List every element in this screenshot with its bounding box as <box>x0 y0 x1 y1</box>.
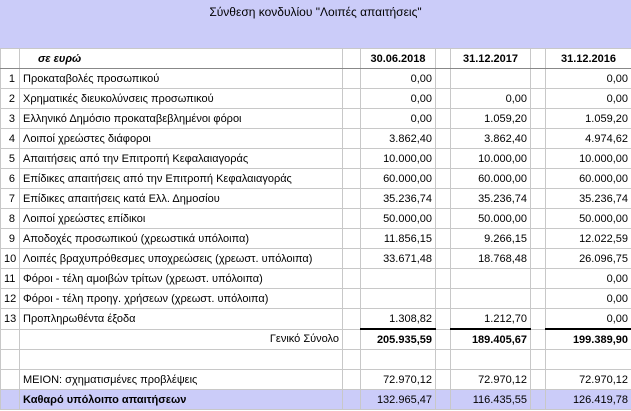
value-2018[interactable] <box>361 269 436 289</box>
row-index[interactable]: 12 <box>1 289 20 309</box>
table-row <box>1 89 631 109</box>
value-2017[interactable]: 9.266,15 <box>451 229 531 249</box>
value-2017[interactable]: 3.862,40 <box>451 129 531 149</box>
table-row <box>1 289 631 309</box>
value-2017[interactable]: 60.000,00 <box>451 169 531 189</box>
row-index[interactable]: 2 <box>1 89 20 109</box>
table-row <box>1 209 631 229</box>
provisions-2016[interactable]: 72.970,12 <box>546 370 631 390</box>
table-row <box>1 309 631 330</box>
row-index[interactable]: 10 <box>1 249 20 269</box>
value-2017[interactable]: 0,00 <box>451 89 531 109</box>
value-2016[interactable]: 0,00 <box>546 309 631 330</box>
total-row <box>1 329 631 350</box>
table-row <box>1 149 631 169</box>
row-index[interactable]: 1 <box>1 69 20 89</box>
row-label[interactable]: Ελληνικό Δημόσιο προκαταβεβλημένοι φόροι <box>20 109 343 129</box>
col-header-2018[interactable]: 30.06.2018 <box>361 49 436 69</box>
value-2018[interactable]: 33.671,48 <box>361 249 436 269</box>
col-header-2017[interactable]: 31.12.2017 <box>451 49 531 69</box>
value-2016[interactable]: 12.022,59 <box>546 229 631 249</box>
sheet-title: Σύνθεση κονδυλίου "Λοιπές απαιτήσεις" <box>209 5 422 19</box>
row-index[interactable]: 9 <box>1 229 20 249</box>
value-2018[interactable]: 1.308,82 <box>361 309 436 330</box>
row-label[interactable]: Αποδοχές προσωπικού (χρεωστικά υπόλοιπα) <box>20 229 343 249</box>
provisions-row <box>1 370 631 390</box>
value-2018[interactable]: 50.000,00 <box>361 209 436 229</box>
currency-label[interactable]: σε ευρώ <box>20 49 343 69</box>
total-label[interactable]: Γενικό Σύνολο <box>20 329 343 350</box>
value-2018[interactable]: 0,00 <box>361 89 436 109</box>
value-2017[interactable] <box>451 69 531 89</box>
row-index[interactable]: 8 <box>1 209 20 229</box>
row-label[interactable]: Χρηματικές διευκολύνσεις προσωπικού <box>20 89 343 109</box>
table-row <box>1 249 631 269</box>
value-2018[interactable]: 0,00 <box>361 109 436 129</box>
value-2018[interactable]: 60.000,00 <box>361 169 436 189</box>
row-label[interactable]: Φόροι - τέλη προηγ. χρήσεων (χρεωστ. υπόλοιπα) <box>20 289 343 309</box>
value-2018[interactable]: 10.000,00 <box>361 149 436 169</box>
row-label[interactable]: Επίδικες απαιτήσεις από την Επιτροπή Κεφαλαιαγοράς <box>20 169 343 189</box>
provisions-2017[interactable]: 72.970,12 <box>451 370 531 390</box>
blank-row <box>1 350 631 370</box>
table-row <box>1 129 631 149</box>
row-index[interactable]: 7 <box>1 189 20 209</box>
value-2016[interactable]: 26.096,75 <box>546 249 631 269</box>
value-2016[interactable]: 10.000,00 <box>546 149 631 169</box>
table-row <box>1 169 631 189</box>
row-label[interactable]: Λοιποί χρεώστες επίδικοι <box>20 209 343 229</box>
value-2018[interactable]: 0,00 <box>361 69 436 89</box>
net-row <box>1 390 631 410</box>
title-band <box>0 0 631 49</box>
row-label[interactable]: Λοιπές βραχυπρόθεσμες υποχρεώσεις (χρεωστ. υπόλοιπα) <box>20 249 343 269</box>
net-2018[interactable]: 132.965,47 <box>361 390 436 410</box>
row-index[interactable]: 5 <box>1 149 20 169</box>
value-2017[interactable] <box>451 289 531 309</box>
row-label[interactable]: Προπληρωθέντα έξοδα <box>20 309 343 330</box>
row-label[interactable]: Απαιτήσεις από την Επιτροπή Κεφαλαιαγοράς <box>20 149 343 169</box>
value-2016[interactable]: 0,00 <box>546 289 631 309</box>
total-2018[interactable]: 205.935,59 <box>361 329 436 350</box>
total-2017[interactable]: 189.405,67 <box>451 329 531 350</box>
table-row <box>1 69 631 89</box>
table-row <box>1 269 631 289</box>
total-2016[interactable]: 199.389,90 <box>546 329 631 350</box>
value-2016[interactable]: 0,00 <box>546 69 631 89</box>
row-label[interactable]: Προκαταβολές προσωπικού <box>20 69 343 89</box>
value-2017[interactable]: 50.000,00 <box>451 209 531 229</box>
value-2016[interactable]: 1.059,20 <box>546 109 631 129</box>
value-2016[interactable]: 4.974,62 <box>546 129 631 149</box>
value-2016[interactable]: 0,00 <box>546 269 631 289</box>
col-header-2016[interactable]: 31.12.2016 <box>546 49 631 69</box>
provisions-2018[interactable]: 72.970,12 <box>361 370 436 390</box>
row-index[interactable]: 13 <box>1 309 20 330</box>
table-row <box>1 189 631 209</box>
value-2017[interactable] <box>451 269 531 289</box>
row-index[interactable]: 6 <box>1 169 20 189</box>
row-label[interactable]: Φόροι - τέλη αμοιβών τρίτων (χρεωστ. υπόλοιπα) <box>20 269 343 289</box>
net-2017[interactable]: 116.435,55 <box>451 390 531 410</box>
net-label[interactable]: Καθαρό υπόλοιπο απαιτήσεων <box>20 390 343 410</box>
value-2017[interactable]: 18.768,48 <box>451 249 531 269</box>
net-2016[interactable]: 126.419,78 <box>546 390 631 410</box>
row-label[interactable]: Λοιποί χρεώστες διάφοροι <box>20 129 343 149</box>
header-idx-cell[interactable] <box>1 49 20 69</box>
table-row <box>1 229 631 249</box>
value-2016[interactable]: 0,00 <box>546 89 631 109</box>
row-index[interactable]: 11 <box>1 269 20 289</box>
value-2018[interactable]: 3.862,40 <box>361 129 436 149</box>
receivables-table <box>0 48 631 410</box>
table-row <box>1 109 631 129</box>
value-2018[interactable]: 35.236,74 <box>361 189 436 209</box>
row-index[interactable]: 4 <box>1 129 20 149</box>
value-2016[interactable]: 60.000,00 <box>546 169 631 189</box>
row-index[interactable]: 3 <box>1 109 20 129</box>
value-2017[interactable]: 1.059,20 <box>451 109 531 129</box>
value-2018[interactable]: 11.856,15 <box>361 229 436 249</box>
value-2017[interactable]: 35.236,74 <box>451 189 531 209</box>
header-row <box>1 49 631 69</box>
value-2017[interactable]: 10.000,00 <box>451 149 531 169</box>
value-2018[interactable] <box>361 289 436 309</box>
provisions-label[interactable]: ΜΕΙΟΝ: σχηματισμένες προβλέψεις <box>20 370 343 390</box>
value-2017[interactable]: 1.212,70 <box>451 309 531 330</box>
row-label[interactable]: Επίδικες απαιτήσεις κατά Ελλ. Δημοσίου <box>20 189 343 209</box>
value-2016[interactable]: 50.000,00 <box>546 209 631 229</box>
value-2016[interactable]: 35.236,74 <box>546 189 631 209</box>
